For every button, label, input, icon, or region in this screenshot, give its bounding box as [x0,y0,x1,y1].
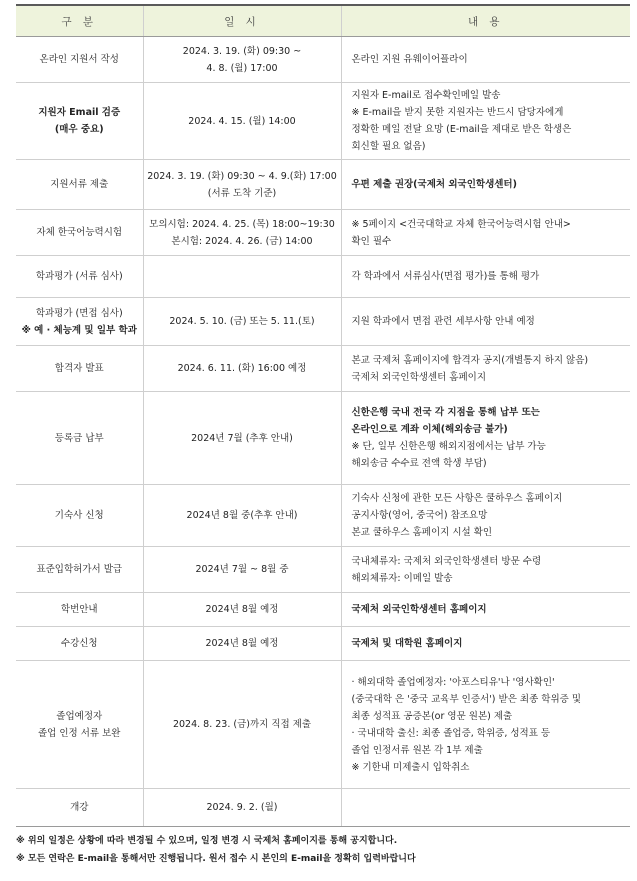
content-line: 본교 쿨하우스 홈페이지 시설 확인 [351,527,493,538]
row-content [341,298,630,346]
row-category [16,83,143,160]
date-line: 2024. 9. 2. (월) [206,802,278,813]
header-content: 내 용 [341,5,630,37]
row-content [341,346,630,392]
date-line: 2024. 5. 10. (금) 또는 5. 11.(토) [169,316,315,327]
row-date [143,160,341,210]
content-line: 각 학과에서 서류심사(면접 평가)를 통해 평가 [351,271,540,282]
content-line: ※ 기한내 미제출시 입학취소 [351,761,470,773]
row-category [16,37,143,83]
row-category [16,627,143,661]
category-line: 표준입학허가서 발급 [36,564,123,575]
content-line: 온라인 지원 유웨이어플라이 [351,54,468,65]
row-category [16,593,143,627]
row-date [143,37,341,83]
row-category [16,392,143,485]
header-date: 일 시 [143,5,341,37]
content-line: 본교 국제처 홈페이지에 합격자 공지(개별통지 하지 않음) [351,354,589,366]
category-line: 합격자 발표 [54,363,104,374]
content-line: 확인 필수 [351,235,392,247]
category-line: 온라인 지원서 작성 [39,54,119,65]
category-line: ※ 예 · 체능계 및 일부 학과 [21,324,137,336]
content-line: 국제처 외국인학생센터 홈페이지 [351,604,487,615]
row-content [341,593,630,627]
schedule-table [16,4,630,827]
category-line: 수강신청 [60,638,98,649]
content-line: 국제처 외국인학생센터 홈페이지 [351,371,487,383]
row-content [341,547,630,593]
content-line: ※ 단, 일부 신한은행 해외지점에서는 납부 가능 [351,441,546,452]
table-row [16,392,630,485]
row-date [143,627,341,661]
date-line: 2024년 7월 (추후 안내) [191,432,293,444]
row-content [341,627,630,661]
category-line: 기숙사 신청 [54,510,104,521]
row-category [16,210,143,256]
category-line: 지원자 Email 검증 [38,107,121,118]
table-row [16,346,630,392]
category-line: 등록금 납부 [54,432,104,444]
date-line: 2024년 8월 중(추후 안내) [186,510,298,521]
table-row [16,627,630,661]
category-line: 개강 [70,802,89,813]
date-line: 2024. 6. 11. (화) 16:00 예정 [177,363,307,374]
row-content [341,210,630,256]
category-line: 학번안내 [60,604,98,615]
row-content [341,83,630,160]
table-header-row [16,5,630,37]
category-line: 자체 한국어능력시험 [36,227,123,238]
row-date [143,298,341,346]
content-line: 온라인으로 계좌 이체(해외송금 불가) [351,424,508,435]
table-row [16,210,630,256]
date-line: 2024. 8. 23. (금)까지 직접 제출 [172,719,312,730]
row-content [341,485,630,547]
date-line: 2024년 8월 예정 [205,604,279,615]
content-line: ※ 5페이지 <건국대학교 자체 한국어능력시험 안내> [351,218,571,230]
content-line: · 해외대학 졸업예정자: '아포스티유'나 '영사확인' [351,676,555,688]
content-line: · 국내대학 출신: 최종 졸업증, 학위증, 성적표 등 [351,727,551,739]
row-category [16,298,143,346]
table-row [16,83,630,160]
date-line: 2024. 3. 19. (화) 09:30 ~ [182,45,302,57]
date-line: 4. 8. (월) 17:00 [206,62,278,74]
content-line: 지원 학과에서 면접 관련 세부사항 안내 예정 [351,316,535,327]
content-line: 신한은행 국내 전국 각 지점을 통해 납부 또는 [351,407,540,418]
date-line: 2024년 7월 ~ 8월 중 [195,564,289,575]
row-category [16,547,143,593]
row-content [341,256,630,298]
content-line: 해외송금 수수료 전액 학생 부담) [351,458,487,469]
content-line: 우편 제출 권장(국제처 외국인학생센터) [351,179,517,190]
content-line: 지원자 E-mail로 접수확인메일 발송 [351,90,501,101]
row-content [341,37,630,83]
content-line: 졸업 인정서류 원본 각 1부 제출 [351,744,483,756]
date-line: 2024. 3. 19. (화) 09:30 ~ 4. 9.(화) 17:00 [147,170,337,182]
row-category [16,160,143,210]
header-category: 구 분 [16,5,143,37]
table-row [16,160,630,210]
row-category [16,256,143,298]
row-content [341,160,630,210]
category-line: (매우 중요) [54,124,104,135]
content-line: 정확한 메일 전달 요망 (E-mail을 제대로 받은 학생은 [351,124,572,135]
row-date [143,256,341,298]
table-row [16,298,630,346]
content-line: 국제처 및 대학원 홈페이지 [351,638,463,649]
row-date [143,661,341,789]
table-row [16,256,630,298]
category-line: 졸업예정자 [56,710,103,722]
date-line: 2024. 4. 15. (월) 14:00 [188,115,296,127]
row-date [143,547,341,593]
table-row [16,37,630,83]
content-line: 회신할 필요 없음) [351,141,426,152]
date-line: 2024년 8월 예정 [205,638,279,649]
date-line: (서류 도착 기준) [207,187,277,199]
row-date [143,83,341,160]
footnote: ※ 모든 연락은 E-mail을 통해서만 진행됩니다. 원서 접수 시 본인의 E-mail을 정확히 입력바랍니다 [16,854,416,864]
row-date [143,485,341,547]
row-content [341,789,630,827]
date-line: 본시험: 2024. 4. 26. (금) 14:00 [171,235,313,247]
row-date [143,392,341,485]
footnotes [16,832,630,868]
content-line: 기숙사 신청에 관한 모든 사항은 쿨하우스 홈페이지 [351,493,563,504]
content-line: 국내체류자: 국제처 외국인학생센터 방문 수령 [351,555,542,567]
content-line: 해외체류자: 이메일 발송 [351,572,453,584]
content-line: (중국대학 은 '중국 교육부 인증서') 받은 최종 학위증 및 [351,693,582,705]
category-line: 졸업 인정 서류 보완 [38,727,121,739]
category-line: 지원서류 제출 [50,179,109,190]
category-line: 학과평가 (서류 심사) [35,271,123,282]
content-line: 공지사항(영어, 중국어) 참조요망 [351,510,488,521]
row-content [341,392,630,485]
table-row [16,485,630,547]
row-category [16,346,143,392]
date-line: 모의시험: 2024. 4. 25. (목) 18:00~19:30 [149,218,335,230]
content-line: ※ E-mail을 받지 못한 지원자는 반드시 담당자에게 [351,107,564,118]
table-row [16,661,630,789]
row-date [143,789,341,827]
row-date [143,346,341,392]
row-category [16,789,143,827]
category-line: 학과평가 (면접 심사) [35,307,123,319]
row-date [143,593,341,627]
table-row [16,789,630,827]
content-line: 최종 성적표 공증본(or 영문 원본) 제출 [351,710,513,722]
table-row [16,547,630,593]
row-category [16,485,143,547]
row-date [143,210,341,256]
footnote: ※ 위의 일정은 상황에 따라 변경될 수 있으며, 일정 변경 시 국제처 홈페이지를 통해 공지합니다. [16,836,398,846]
row-content [341,661,630,789]
row-category [16,661,143,789]
table-row [16,593,630,627]
